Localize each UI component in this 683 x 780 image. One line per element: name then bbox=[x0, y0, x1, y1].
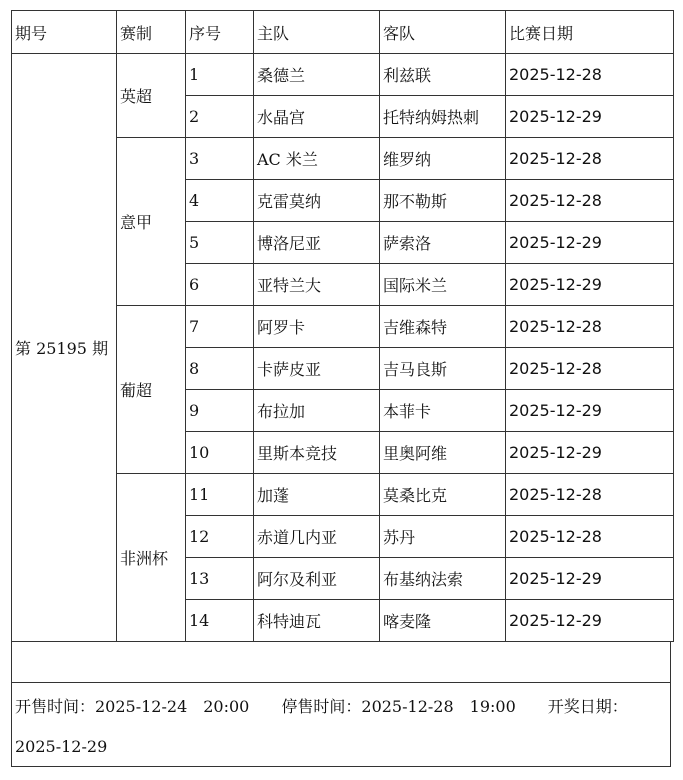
home-team-cell: 卡萨皮亚 bbox=[254, 348, 380, 390]
away-team-cell: 喀麦隆 bbox=[380, 600, 506, 642]
schedule-table bbox=[11, 10, 674, 642]
header-no: 序号 bbox=[186, 11, 254, 54]
league-cell: 非洲杯 bbox=[117, 474, 186, 642]
away-team-cell: 萨索洛 bbox=[380, 222, 506, 264]
match-date-cell: 2025-12-29 bbox=[506, 600, 674, 642]
away-team-cell: 托特纳姆热刺 bbox=[380, 96, 506, 138]
sale-stop-time: 停售时间：2025-12-28 19:00 bbox=[281, 697, 516, 716]
away-team-cell: 吉维森特 bbox=[380, 306, 506, 348]
league-cell: 葡超 bbox=[117, 306, 186, 474]
match-no-cell: 7 bbox=[186, 306, 254, 348]
match-date-cell: 2025-12-29 bbox=[506, 432, 674, 474]
away-team-cell: 国际米兰 bbox=[380, 264, 506, 306]
match-no-cell: 3 bbox=[186, 138, 254, 180]
home-team-cell: 赤道几内亚 bbox=[254, 516, 380, 558]
home-team-cell: 博洛尼亚 bbox=[254, 222, 380, 264]
match-date-cell: 2025-12-28 bbox=[506, 348, 674, 390]
away-team-cell: 吉马良斯 bbox=[380, 348, 506, 390]
match-date-cell: 2025-12-29 bbox=[506, 96, 674, 138]
league-cell: 意甲 bbox=[117, 138, 186, 306]
match-no-cell: 9 bbox=[186, 390, 254, 432]
home-team-cell: 桑德兰 bbox=[254, 54, 380, 96]
match-date-cell: 2025-12-28 bbox=[506, 54, 674, 96]
match-date-cell: 2025-12-29 bbox=[506, 264, 674, 306]
home-team-cell: 布拉加 bbox=[254, 390, 380, 432]
match-date-cell: 2025-12-29 bbox=[506, 222, 674, 264]
home-team-cell: 水晶宫 bbox=[254, 96, 380, 138]
match-date-cell: 2025-12-28 bbox=[506, 180, 674, 222]
home-team-cell: 里斯本竞技 bbox=[254, 432, 380, 474]
header-home: 主队 bbox=[254, 11, 380, 54]
match-date-cell: 2025-12-28 bbox=[506, 516, 674, 558]
match-date-cell: 2025-12-28 bbox=[506, 138, 674, 180]
away-team-cell: 维罗纳 bbox=[380, 138, 506, 180]
match-no-cell: 1 bbox=[186, 54, 254, 96]
sale-info-footer bbox=[11, 641, 671, 767]
sale-info-line bbox=[15, 694, 628, 717]
match-date-cell: 2025-12-29 bbox=[506, 558, 674, 600]
match-no-cell: 5 bbox=[186, 222, 254, 264]
away-team-cell: 苏丹 bbox=[380, 516, 506, 558]
match-no-cell: 8 bbox=[186, 348, 254, 390]
home-team-cell: 阿罗卡 bbox=[254, 306, 380, 348]
home-team-cell: 克雷莫纳 bbox=[254, 180, 380, 222]
match-no-cell: 4 bbox=[186, 180, 254, 222]
away-team-cell: 莫桑比克 bbox=[380, 474, 506, 516]
match-no-cell: 6 bbox=[186, 264, 254, 306]
header-away: 客队 bbox=[380, 11, 506, 54]
match-date-cell: 2025-12-28 bbox=[506, 474, 674, 516]
issue-cell: 第 25195 期 bbox=[12, 54, 117, 642]
table-header-row bbox=[12, 11, 674, 54]
away-team-cell: 本菲卡 bbox=[380, 390, 506, 432]
away-team-cell: 布基纳法索 bbox=[380, 558, 506, 600]
home-team-cell: 阿尔及利亚 bbox=[254, 558, 380, 600]
home-team-cell: 亚特兰大 bbox=[254, 264, 380, 306]
blank-row bbox=[12, 641, 670, 683]
match-date-cell: 2025-12-29 bbox=[506, 390, 674, 432]
header-league: 赛制 bbox=[117, 11, 186, 54]
draw-date-value: 2025-12-29 bbox=[15, 737, 108, 756]
match-no-cell: 11 bbox=[186, 474, 254, 516]
away-team-cell: 那不勒斯 bbox=[380, 180, 506, 222]
header-issue: 期号 bbox=[12, 11, 117, 54]
away-team-cell: 里奥阿维 bbox=[380, 432, 506, 474]
header-date: 比赛日期 bbox=[506, 11, 674, 54]
away-team-cell: 利兹联 bbox=[380, 54, 506, 96]
league-cell: 英超 bbox=[117, 54, 186, 138]
match-date-cell: 2025-12-28 bbox=[506, 306, 674, 348]
table-row bbox=[12, 54, 674, 96]
home-team-cell: 加蓬 bbox=[254, 474, 380, 516]
match-no-cell: 13 bbox=[186, 558, 254, 600]
sale-start-time: 开售时间：2025-12-24 20:00 bbox=[15, 697, 250, 716]
match-no-cell: 12 bbox=[186, 516, 254, 558]
home-team-cell: AC 米兰 bbox=[254, 138, 380, 180]
home-team-cell: 科特迪瓦 bbox=[254, 600, 380, 642]
match-no-cell: 10 bbox=[186, 432, 254, 474]
match-no-cell: 2 bbox=[186, 96, 254, 138]
draw-date-label: 开奖日期： bbox=[547, 697, 628, 716]
match-no-cell: 14 bbox=[186, 600, 254, 642]
